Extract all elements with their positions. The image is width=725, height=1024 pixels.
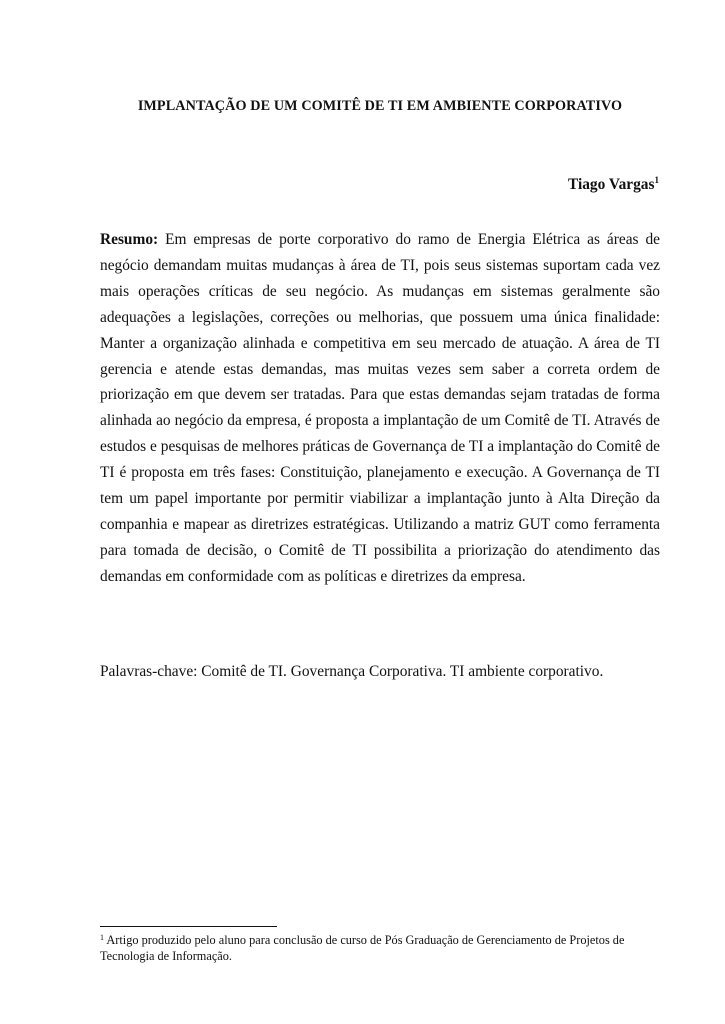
- abstract-label: Resumo:: [100, 231, 159, 248]
- footnote-marker: 1: [100, 933, 104, 942]
- keywords-line: Palavras-chave: Comitê de TI. Governança Corporativa. TI ambiente corporativo.: [100, 663, 604, 680]
- author-name: Tiago Vargas: [567, 176, 655, 193]
- author-line: [568, 176, 659, 194]
- abstract-text: Em empresas de porte corporativo do ramo de Energia Elétrica as áreas de negócio demandam muitas mudanças à área de TI, pois seus sistemas suportam cada vez mais operações críticas de seu negócio. As mudanças em sistemas geralmente são adequações a legislações, correções ou melhorias, que possuem uma única finalidade: Manter a organização alinhada e competitiva em seu mercado de atuação. A área de TI gerencia e atende estas demandas, mas muitas vezes sem saber a correta ordem de priorização em que devem ser tratadas. Para que estas demandas sejam tratadas de forma alinhada ao negócio da empresa, é proposta a implantação de um Comitê de TI. Através de estudos e pesquisas de melhores práticas de Governança de TI a implantação do Comitê de TI é proposta em três fases: Constituição, planejamento e execução. A Governança de TI tem um papel importante por permitir viabilizar a implantação junto à Alta Direção da companhia e mapear as diretrizes estratégicas. Utilizando a matriz GUT como ferramenta para tomada de decisão, o Comitê de TI possibilita a priorização do atendimento das demandas em conformidade com as políticas e diretrizes da empresa.: [100, 231, 660, 585]
- author-footnote-ref: 1: [654, 175, 659, 185]
- paper-title: IMPLANTAÇÃO DE UM COMITÊ DE TI EM AMBIENTE CORPORATIVO: [137, 98, 623, 114]
- footnote: [100, 933, 645, 964]
- abstract-paragraph: [100, 227, 660, 590]
- footnote-text: Artigo produzido pelo aluno para conclusão de curso de Pós Graduação de Gerenciamento de Projetos de Tecnologia de Informação.: [100, 933, 625, 963]
- footnote-divider: [100, 926, 277, 927]
